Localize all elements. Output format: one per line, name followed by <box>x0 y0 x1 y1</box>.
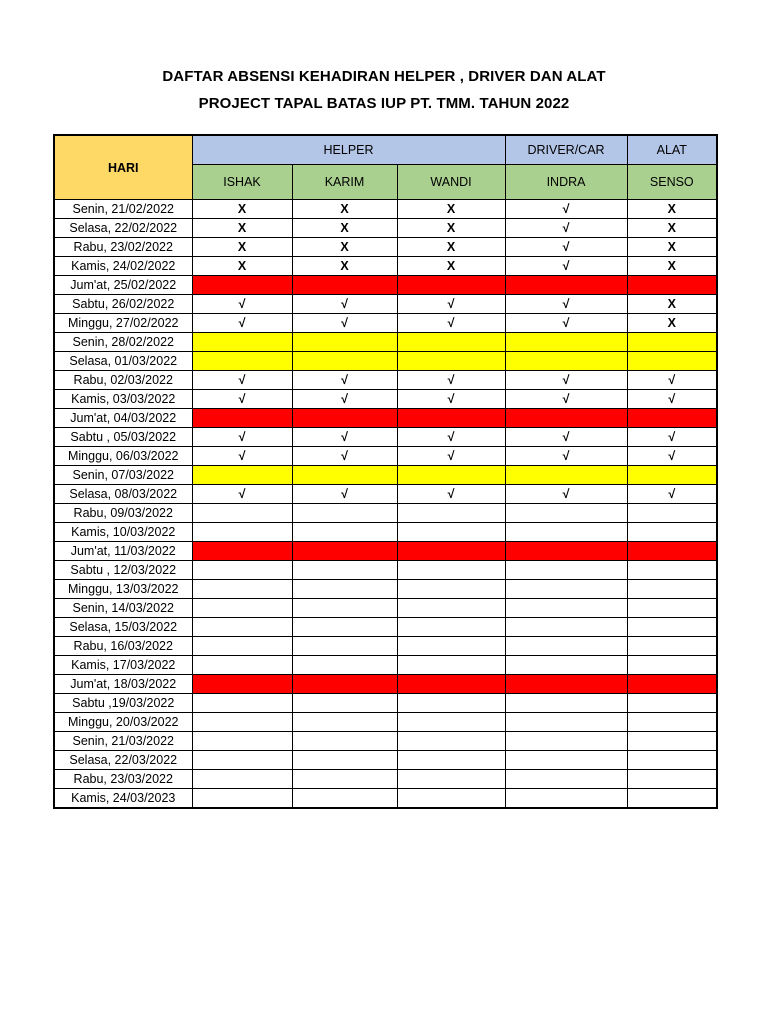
cell-ishak: √ <box>192 314 292 333</box>
row-day: Selasa, 15/03/2022 <box>54 618 192 637</box>
table-row <box>54 295 717 314</box>
cell-karim: √ <box>292 295 397 314</box>
cell-senso <box>627 409 717 428</box>
row-day: Selasa, 22/02/2022 <box>54 219 192 238</box>
cell-ishak <box>192 770 292 789</box>
table-row <box>54 561 717 580</box>
cell-wandi <box>397 352 505 371</box>
cell-wandi <box>397 409 505 428</box>
cell-wandi <box>397 694 505 713</box>
cell-senso: X <box>627 238 717 257</box>
cell-karim: √ <box>292 390 397 409</box>
table-row <box>54 314 717 333</box>
row-day: Selasa, 01/03/2022 <box>54 352 192 371</box>
cell-senso: √ <box>627 447 717 466</box>
cell-wandi: √ <box>397 390 505 409</box>
row-day: Rabu, 16/03/2022 <box>54 637 192 656</box>
row-day: Minggu, 06/03/2022 <box>54 447 192 466</box>
cell-wandi: X <box>397 257 505 276</box>
row-day: Senin, 07/03/2022 <box>54 466 192 485</box>
document-subtitle: PROJECT TAPAL BATAS IUP PT. TMM. TAHUN 2022 <box>198 95 570 112</box>
header-alat: ALAT <box>627 135 717 165</box>
cell-karim: √ <box>292 314 397 333</box>
table-row <box>54 428 717 447</box>
cell-wandi: √ <box>397 447 505 466</box>
table-row <box>54 523 717 542</box>
table-row <box>54 352 717 371</box>
cell-indra <box>505 789 627 809</box>
table-row <box>54 580 717 599</box>
table-row <box>54 694 717 713</box>
cell-ishak: X <box>192 219 292 238</box>
cell-karim <box>292 580 397 599</box>
cell-senso <box>627 599 717 618</box>
cell-senso <box>627 504 717 523</box>
cell-wandi <box>397 276 505 295</box>
cell-karim: √ <box>292 485 397 504</box>
cell-senso <box>627 694 717 713</box>
cell-wandi <box>397 618 505 637</box>
row-day: Minggu, 27/02/2022 <box>54 314 192 333</box>
cell-karim <box>292 770 397 789</box>
cell-senso <box>627 523 717 542</box>
row-day: Selasa, 08/03/2022 <box>54 485 192 504</box>
cell-ishak <box>192 618 292 637</box>
cell-senso <box>627 656 717 675</box>
cell-ishak <box>192 656 292 675</box>
cell-wandi: √ <box>397 314 505 333</box>
row-day: Senin, 21/02/2022 <box>54 200 192 219</box>
cell-karim <box>292 599 397 618</box>
cell-senso: X <box>627 200 717 219</box>
cell-indra <box>505 542 627 561</box>
cell-senso: X <box>627 219 717 238</box>
row-day: Jum'at, 25/02/2022 <box>54 276 192 295</box>
cell-indra: √ <box>505 447 627 466</box>
cell-senso <box>627 789 717 809</box>
cell-karim <box>292 504 397 523</box>
cell-senso <box>627 732 717 751</box>
table-row <box>54 238 717 257</box>
cell-senso <box>627 637 717 656</box>
cell-karim <box>292 561 397 580</box>
cell-wandi: X <box>397 200 505 219</box>
cell-wandi <box>397 656 505 675</box>
cell-karim <box>292 694 397 713</box>
cell-ishak <box>192 333 292 352</box>
cell-indra: √ <box>505 295 627 314</box>
cell-ishak <box>192 561 292 580</box>
cell-ishak <box>192 675 292 694</box>
cell-ishak: √ <box>192 428 292 447</box>
table-row <box>54 371 717 390</box>
cell-senso <box>627 276 717 295</box>
table-row <box>54 276 717 295</box>
cell-wandi: X <box>397 238 505 257</box>
cell-indra <box>505 618 627 637</box>
cell-senso <box>627 352 717 371</box>
cell-indra <box>505 580 627 599</box>
cell-wandi <box>397 675 505 694</box>
cell-wandi <box>397 732 505 751</box>
row-day: Kamis, 03/03/2022 <box>54 390 192 409</box>
cell-indra <box>505 333 627 352</box>
header-helper: HELPER <box>192 135 505 165</box>
row-day: Senin, 21/03/2022 <box>54 732 192 751</box>
cell-indra: √ <box>505 485 627 504</box>
cell-ishak <box>192 713 292 732</box>
cell-karim <box>292 466 397 485</box>
cell-indra <box>505 713 627 732</box>
cell-indra <box>505 599 627 618</box>
row-day: Kamis, 17/03/2022 <box>54 656 192 675</box>
cell-senso <box>627 675 717 694</box>
table-row <box>54 751 717 770</box>
cell-ishak <box>192 789 292 809</box>
cell-wandi <box>397 637 505 656</box>
cell-ishak: √ <box>192 485 292 504</box>
cell-indra <box>505 504 627 523</box>
row-day: Jum'at, 18/03/2022 <box>54 675 192 694</box>
cell-senso: X <box>627 295 717 314</box>
cell-karim: √ <box>292 428 397 447</box>
header-wandi: WANDI <box>397 165 505 200</box>
table-row <box>54 713 717 732</box>
cell-senso <box>627 580 717 599</box>
cell-ishak <box>192 732 292 751</box>
cell-ishak <box>192 523 292 542</box>
cell-wandi <box>397 751 505 770</box>
cell-indra <box>505 770 627 789</box>
cell-ishak: X <box>192 257 292 276</box>
cell-karim <box>292 637 397 656</box>
cell-senso <box>627 618 717 637</box>
cell-ishak <box>192 466 292 485</box>
cell-ishak: √ <box>192 371 292 390</box>
cell-wandi: √ <box>397 428 505 447</box>
cell-wandi <box>397 580 505 599</box>
cell-indra <box>505 656 627 675</box>
cell-karim <box>292 789 397 809</box>
cell-senso <box>627 542 717 561</box>
cell-indra: √ <box>505 428 627 447</box>
table-row <box>54 504 717 523</box>
cell-ishak: √ <box>192 390 292 409</box>
cell-karim: X <box>292 200 397 219</box>
cell-indra: √ <box>505 390 627 409</box>
row-day: Kamis, 24/03/2023 <box>54 789 192 809</box>
table-body <box>54 200 717 809</box>
cell-ishak <box>192 276 292 295</box>
row-day: Minggu, 13/03/2022 <box>54 580 192 599</box>
cell-karim <box>292 352 397 371</box>
cell-indra <box>505 466 627 485</box>
cell-wandi: √ <box>397 295 505 314</box>
attendance-table <box>53 134 718 809</box>
cell-indra <box>505 523 627 542</box>
header-indra: INDRA <box>505 165 627 200</box>
header-karim: KARIM <box>292 165 397 200</box>
cell-senso <box>627 561 717 580</box>
row-day: Selasa, 22/03/2022 <box>54 751 192 770</box>
cell-karim <box>292 713 397 732</box>
header-row-groups <box>54 135 717 165</box>
cell-wandi: √ <box>397 485 505 504</box>
table-row <box>54 618 717 637</box>
cell-wandi <box>397 713 505 732</box>
header-ishak: ISHAK <box>192 165 292 200</box>
cell-ishak <box>192 751 292 770</box>
table-header <box>54 135 717 200</box>
cell-indra <box>505 732 627 751</box>
table-row <box>54 675 717 694</box>
document-title: DAFTAR ABSENSI KEHADIRAN HELPER , DRIVER DAN ALAT <box>162 68 606 85</box>
table-row <box>54 333 717 352</box>
cell-karim <box>292 542 397 561</box>
table-row <box>54 789 717 809</box>
cell-senso <box>627 770 717 789</box>
cell-karim <box>292 276 397 295</box>
cell-wandi <box>397 504 505 523</box>
cell-wandi: X <box>397 219 505 238</box>
table-row <box>54 732 717 751</box>
cell-indra: √ <box>505 371 627 390</box>
cell-karim: X <box>292 257 397 276</box>
table-row <box>54 485 717 504</box>
row-day: Kamis, 24/02/2022 <box>54 257 192 276</box>
row-day: Sabtu ,19/03/2022 <box>54 694 192 713</box>
cell-senso <box>627 466 717 485</box>
row-day: Rabu, 23/02/2022 <box>54 238 192 257</box>
cell-wandi <box>397 789 505 809</box>
cell-ishak <box>192 694 292 713</box>
cell-indra <box>505 694 627 713</box>
cell-ishak <box>192 542 292 561</box>
table-row <box>54 656 717 675</box>
table-row <box>54 390 717 409</box>
row-day: Kamis, 10/03/2022 <box>54 523 192 542</box>
cell-wandi <box>397 542 505 561</box>
cell-wandi: √ <box>397 371 505 390</box>
table-row <box>54 637 717 656</box>
row-day: Rabu, 02/03/2022 <box>54 371 192 390</box>
cell-karim <box>292 675 397 694</box>
cell-wandi <box>397 466 505 485</box>
cell-ishak: X <box>192 238 292 257</box>
cell-karim <box>292 751 397 770</box>
cell-ishak <box>192 599 292 618</box>
row-day: Minggu, 20/03/2022 <box>54 713 192 732</box>
cell-karim <box>292 523 397 542</box>
header-driver: DRIVER/CAR <box>505 135 627 165</box>
cell-karim: √ <box>292 447 397 466</box>
cell-wandi <box>397 523 505 542</box>
cell-indra <box>505 675 627 694</box>
table-row <box>54 542 717 561</box>
header-hari: HARI <box>54 135 192 200</box>
cell-karim <box>292 409 397 428</box>
cell-ishak <box>192 352 292 371</box>
cell-wandi <box>397 770 505 789</box>
cell-ishak: √ <box>192 447 292 466</box>
row-day: Senin, 14/03/2022 <box>54 599 192 618</box>
cell-ishak <box>192 409 292 428</box>
cell-indra: √ <box>505 219 627 238</box>
row-day: Jum'at, 11/03/2022 <box>54 542 192 561</box>
cell-karim: X <box>292 219 397 238</box>
cell-senso: √ <box>627 390 717 409</box>
table-row <box>54 409 717 428</box>
table-row <box>54 599 717 618</box>
cell-senso: √ <box>627 371 717 390</box>
cell-karim: X <box>292 238 397 257</box>
cell-indra: √ <box>505 314 627 333</box>
cell-indra <box>505 637 627 656</box>
cell-karim: √ <box>292 371 397 390</box>
row-day: Rabu, 23/03/2022 <box>54 770 192 789</box>
cell-indra: √ <box>505 257 627 276</box>
table-row <box>54 770 717 789</box>
cell-senso: √ <box>627 485 717 504</box>
cell-karim <box>292 732 397 751</box>
cell-indra <box>505 751 627 770</box>
cell-ishak: X <box>192 200 292 219</box>
cell-senso: X <box>627 314 717 333</box>
row-day: Rabu, 09/03/2022 <box>54 504 192 523</box>
table-row <box>54 466 717 485</box>
cell-karim <box>292 656 397 675</box>
cell-karim <box>292 618 397 637</box>
header-senso: SENSO <box>627 165 717 200</box>
table-row <box>54 447 717 466</box>
cell-ishak <box>192 504 292 523</box>
table-row <box>54 200 717 219</box>
cell-indra <box>505 276 627 295</box>
row-day: Senin, 28/02/2022 <box>54 333 192 352</box>
cell-wandi <box>397 561 505 580</box>
cell-senso <box>627 713 717 732</box>
cell-indra: √ <box>505 200 627 219</box>
cell-senso: X <box>627 257 717 276</box>
row-day: Sabtu, 26/02/2022 <box>54 295 192 314</box>
cell-indra: √ <box>505 238 627 257</box>
row-day: Jum'at, 04/03/2022 <box>54 409 192 428</box>
cell-indra <box>505 409 627 428</box>
table-row <box>54 257 717 276</box>
cell-karim <box>292 333 397 352</box>
cell-senso: √ <box>627 428 717 447</box>
row-day: Sabtu , 12/03/2022 <box>54 561 192 580</box>
cell-ishak <box>192 637 292 656</box>
cell-senso <box>627 333 717 352</box>
cell-ishak: √ <box>192 295 292 314</box>
cell-wandi <box>397 333 505 352</box>
cell-senso <box>627 751 717 770</box>
table-row <box>54 219 717 238</box>
row-day: Sabtu , 05/03/2022 <box>54 428 192 447</box>
cell-ishak <box>192 580 292 599</box>
cell-indra <box>505 352 627 371</box>
cell-wandi <box>397 599 505 618</box>
cell-indra <box>505 561 627 580</box>
